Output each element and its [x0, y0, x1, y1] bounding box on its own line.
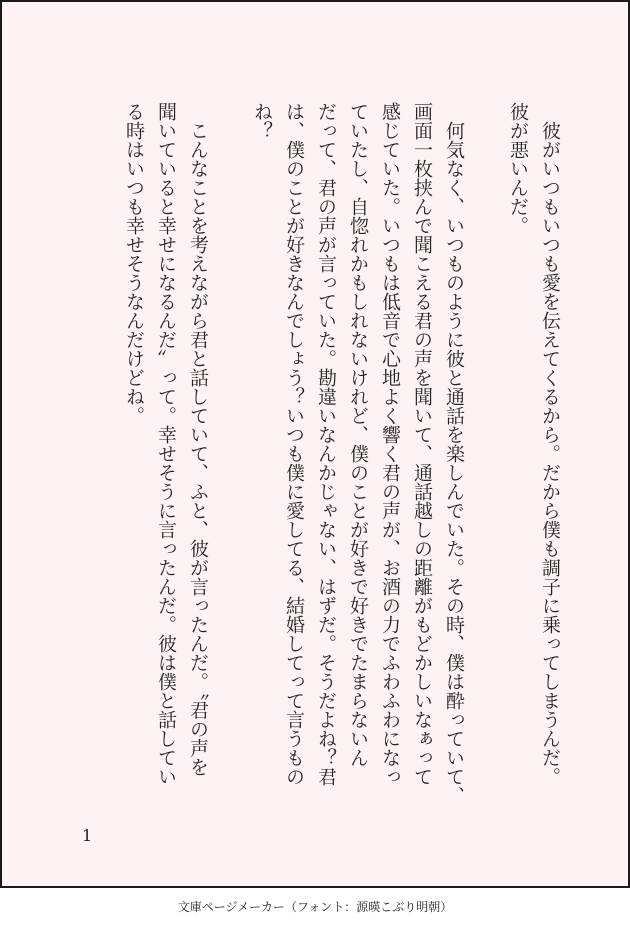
text-column: 聞いていると幸せになるんだ〟って。幸せそうに言ったんだ。彼は僕と話してい [155, 102, 177, 786]
blank-column [470, 102, 502, 832]
text-column: ていたし、自惚れかもしれないけれど、僕のことが好きで好きでたまらないん [347, 102, 369, 767]
text-column: ね？ [251, 102, 273, 140]
text-column: こんなことを考えながら君と話していて、ふと、彼が言ったんだ。〝君の声を [187, 121, 209, 777]
vertical-text-body [118, 102, 566, 832]
text-column: 画面一枚挟んで聞こえる君の声を聞いて、通話越しの距離がもどかしいなぁって [411, 102, 433, 786]
text-column: る時はいつも幸せそうなんだけどね。 [123, 102, 145, 425]
blank-column [214, 102, 246, 832]
text-column: 彼がいつもいつも愛を伝えてくるから。だから僕も調子に乗ってしまうんだ。 [539, 121, 561, 786]
text-column: は、僕のことが好きなんでしょう？いつも僕に愛してる、結婚してって言うもの [283, 102, 305, 786]
page-number: 1 [82, 826, 93, 845]
footer-credit: 文庫ページメーカー（フォント：源暎こぶり明朝） [177, 900, 453, 914]
text-column: 何気なく、いつものように彼と通話を楽しんでいた。その時、僕は酔っていて、 [443, 121, 465, 805]
text-column: 感じていた。いつもは低音で心地よく響く君の声が、お酒の力でふわふわになっ [379, 102, 401, 786]
text-column: 彼が悪いんだ。 [507, 102, 529, 235]
text-column: だって、君の声が言っていた。勘違いなんかじゃない、はずだ。そうだよね？君 [315, 102, 337, 786]
